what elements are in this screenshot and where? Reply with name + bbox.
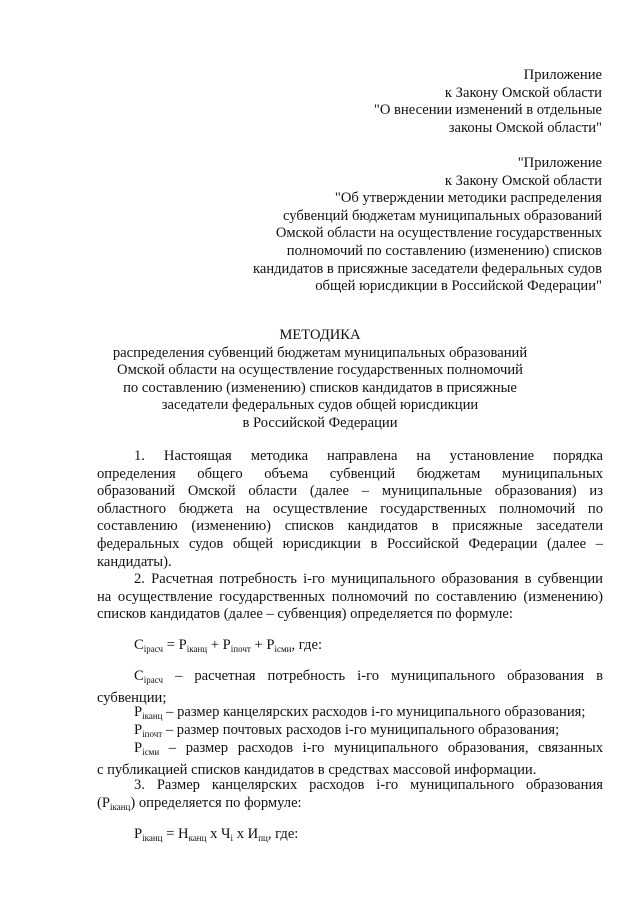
def-symbol: P: [134, 704, 143, 720]
appendix-line: Омской области на осуществление государственных: [275, 225, 602, 242]
document-title: [100, 327, 540, 433]
formula-office-expenses: $P_{iканц} = Н_{канц}$ x $Ч_i$ x $И_{пц}$, где:: [134, 826, 299, 843]
formula-tail: , где:: [267, 826, 299, 842]
def-text: – размер канцелярских расходов i-го муниципального образования;: [162, 704, 586, 720]
text-line: федеральных судов общей юрисдикции в Российской Федерации (далее –: [97, 535, 603, 552]
text-line: с публикацией списков кандидатов в средствах массовой информации.: [97, 761, 537, 778]
title-line: по составлению (изменению) списков кандидатов в присяжные: [123, 379, 517, 396]
formula-symbol: P: [266, 637, 275, 653]
def-text: – размер почтовых расходов i-го муниципального образования;: [162, 722, 560, 738]
formula-subscript: iпочт: [230, 644, 251, 654]
appendix-line: к Закону Омской области: [444, 172, 602, 189]
appendix-line: Приложение: [523, 67, 602, 83]
formula-symbol: P: [134, 826, 143, 842]
formula-operator: x: [206, 826, 222, 842]
formula-operator: x: [233, 826, 248, 842]
formula-symbol: P: [222, 637, 231, 653]
formula-symbol: Н: [178, 826, 189, 842]
text-line: [97, 795, 603, 817]
def-symbol: P: [134, 740, 143, 756]
text-line: областного бюджета на осуществление государственных полномочий по: [97, 500, 603, 517]
appendix-line: законы Омской области": [448, 119, 602, 136]
formula-symbol: P: [178, 637, 187, 653]
formula-tail: , где:: [291, 637, 322, 653]
title-line: Омской области на осуществление государственных полномочий: [117, 362, 523, 379]
text-line: 2. Расчетная потребность i-го муниципального образования в субвенции: [134, 571, 603, 587]
p3-prefix: (P: [97, 794, 110, 811]
title-line: распределения субвенций бюджетам муниципальных образований: [112, 344, 528, 361]
formula-symbol: C: [134, 637, 144, 653]
text-line: составлению (изменению) списков кандидатов в присяжные заседатели: [97, 518, 603, 535]
text-line: списков кандидатов (далее – субвенция) определяется по формуле:: [97, 606, 513, 623]
formula-symbol: И: [247, 826, 259, 842]
paragraph-1: [97, 448, 603, 571]
def-symbol: C: [134, 668, 144, 684]
formula-subscript: iканц: [142, 833, 163, 843]
appendix-line: субвенций бюджетам муниципальных образований: [282, 207, 602, 224]
p3-subscript: iканц: [109, 801, 131, 812]
appendix-header-2: [253, 155, 602, 296]
formula-subscript: i: [230, 833, 234, 843]
text-line: кандидаты).: [97, 553, 172, 570]
formula-subvention: $C_{iрасч} = P_{iканц} + P_{iпочт} + P_{iсми}$, где:: [134, 637, 322, 654]
formula-symbol: Ч: [221, 826, 231, 842]
p3-text: ) определяется по формуле:: [130, 794, 302, 811]
formula-subscript: iканц: [186, 644, 208, 654]
text-line: 3. Размер канцелярских расходов i-го муниципального образования: [134, 777, 603, 793]
formula-subscript: iрасч: [143, 644, 164, 654]
def-symbol: P: [134, 722, 143, 738]
text-line: на осуществление государственных полномочий по составлению (изменению): [97, 588, 603, 605]
title-line: в Российской Федерации: [242, 414, 398, 431]
formula-subscript: пц: [258, 833, 268, 843]
text-line: субвенции;: [97, 689, 167, 706]
appendix-line: "Об утверждении методики распределения: [334, 190, 602, 207]
def-subscript: iсми: [142, 747, 160, 757]
appendix-line: полномочий по составлению (изменению) списков: [286, 242, 602, 259]
title-heading: МЕТОДИКА: [279, 327, 361, 343]
appendix-header-1: [374, 67, 602, 137]
appendix-line: "Приложение: [517, 155, 602, 171]
paragraph-3: [97, 777, 603, 816]
text-line: определения общего объема субвенций бюджетам муниципальных: [97, 465, 603, 482]
definition-c-rasch: [97, 668, 603, 707]
def-subscript: iрасч: [143, 675, 164, 685]
def-subscript: iканц: [142, 711, 163, 721]
def-text: – расчетная потребность i-го муниципального образования в: [163, 668, 603, 684]
paragraph-2: [97, 571, 603, 624]
formula-subscript: канц: [188, 833, 207, 843]
appendix-line: к Закону Омской области: [444, 84, 602, 101]
title-line: заседатели федеральных судов общей юрисдикции: [161, 397, 479, 414]
appendix-line: "О внесении изменений в отдельные: [373, 102, 602, 119]
text-line: образований Омской области (далее – муниципальные образования) из: [97, 483, 603, 500]
text-line: [97, 740, 603, 762]
def-subscript: iпочт: [142, 729, 163, 739]
formula-subscript: iсми: [274, 644, 292, 654]
text-line: 1. Настоящая методика направлена на установление порядка: [134, 448, 603, 464]
definition-p-smi: [97, 740, 603, 779]
def-text: – размер расходов i-го муниципального образования, связанных: [159, 740, 603, 756]
text-line: [97, 668, 603, 690]
appendix-line: кандидатов в присяжные заседатели федеральных судов: [252, 260, 602, 277]
appendix-line: общей юрисдикции в Российской Федерации": [315, 278, 602, 295]
